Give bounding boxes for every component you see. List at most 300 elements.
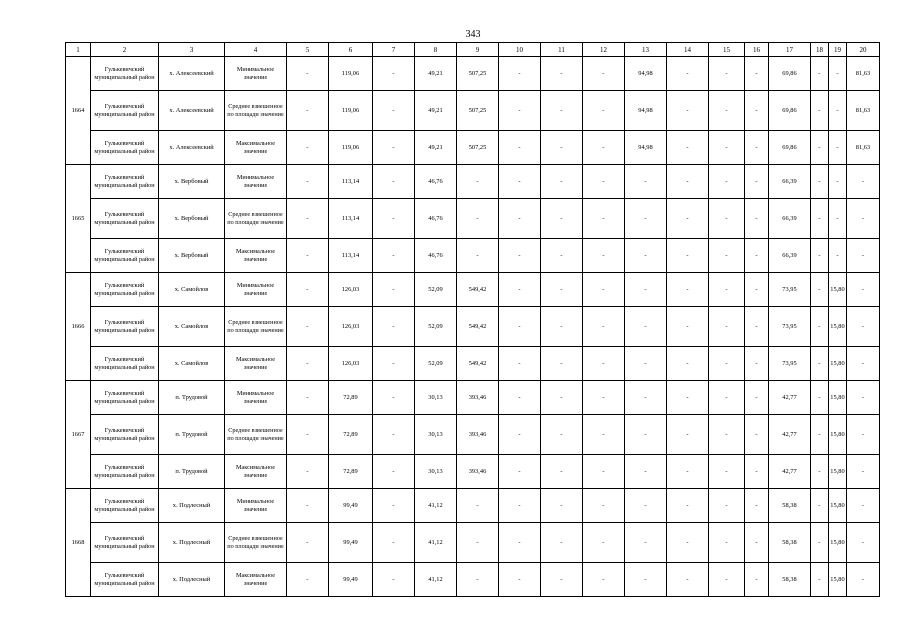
value-type-cell: Минимальное значение bbox=[225, 57, 287, 91]
value-cell: 72,89 bbox=[329, 415, 373, 455]
value-cell: - bbox=[457, 563, 499, 597]
value-cell: - bbox=[667, 381, 709, 415]
column-header-3: 3 bbox=[159, 43, 225, 57]
value-type-cell: Минимальное значение bbox=[225, 273, 287, 307]
value-cell: 94,98 bbox=[625, 57, 667, 91]
settlement-cell: х. Вербовый bbox=[159, 165, 225, 199]
value-cell: - bbox=[499, 165, 541, 199]
value-cell: - bbox=[373, 57, 415, 91]
value-cell: 94,98 bbox=[625, 131, 667, 165]
value-cell: 81,63 bbox=[847, 131, 880, 165]
value-cell: - bbox=[745, 57, 769, 91]
settlement-cell: п. Трудовой bbox=[159, 415, 225, 455]
value-cell: - bbox=[625, 455, 667, 489]
value-cell: - bbox=[373, 91, 415, 131]
value-cell: 41,12 bbox=[415, 523, 457, 563]
table-row bbox=[66, 273, 880, 307]
value-cell: - bbox=[745, 165, 769, 199]
value-cell: 52,09 bbox=[415, 307, 457, 347]
value-cell: - bbox=[541, 239, 583, 273]
column-header-6: 6 bbox=[329, 43, 373, 57]
value-cell: - bbox=[625, 165, 667, 199]
value-cell: - bbox=[287, 347, 329, 381]
value-cell: - bbox=[541, 307, 583, 347]
value-cell: 15,80 bbox=[829, 307, 847, 347]
value-cell: - bbox=[745, 489, 769, 523]
column-header-12: 12 bbox=[583, 43, 625, 57]
value-cell: - bbox=[667, 307, 709, 347]
value-cell: - bbox=[811, 131, 829, 165]
value-cell: 99,49 bbox=[329, 523, 373, 563]
value-cell: 393,46 bbox=[457, 381, 499, 415]
value-cell: - bbox=[625, 489, 667, 523]
district-cell: Гулькевичский муниципальный район bbox=[91, 91, 159, 131]
value-cell: - bbox=[499, 563, 541, 597]
value-cell: 507,25 bbox=[457, 131, 499, 165]
value-cell: - bbox=[583, 131, 625, 165]
value-type-cell: Среднее взвешенное по площади значение bbox=[225, 523, 287, 563]
table-row bbox=[66, 131, 880, 165]
value-cell: - bbox=[287, 199, 329, 239]
value-cell: - bbox=[373, 381, 415, 415]
value-cell: - bbox=[811, 523, 829, 563]
value-cell: 507,25 bbox=[457, 57, 499, 91]
value-cell: - bbox=[583, 523, 625, 563]
value-cell: - bbox=[457, 165, 499, 199]
column-header-10: 10 bbox=[499, 43, 541, 57]
value-cell: - bbox=[811, 563, 829, 597]
value-cell: 66,39 bbox=[769, 199, 811, 239]
value-cell: - bbox=[583, 347, 625, 381]
value-cell: - bbox=[709, 381, 745, 415]
value-cell: - bbox=[499, 381, 541, 415]
value-cell: 73,95 bbox=[769, 273, 811, 307]
value-cell: 42,77 bbox=[769, 381, 811, 415]
value-cell: - bbox=[541, 91, 583, 131]
value-cell: 113,14 bbox=[329, 199, 373, 239]
value-cell: - bbox=[745, 199, 769, 239]
value-cell: - bbox=[847, 455, 880, 489]
value-cell: 66,39 bbox=[769, 165, 811, 199]
value-cell: - bbox=[847, 239, 880, 273]
table-row bbox=[66, 381, 880, 415]
value-cell: 94,98 bbox=[625, 91, 667, 131]
value-cell: - bbox=[583, 563, 625, 597]
value-cell: - bbox=[709, 347, 745, 381]
value-cell: - bbox=[373, 239, 415, 273]
value-cell: 41,12 bbox=[415, 563, 457, 597]
value-cell: - bbox=[457, 489, 499, 523]
value-cell: - bbox=[745, 455, 769, 489]
table-row bbox=[66, 199, 880, 239]
value-type-cell: Среднее взвешенное по площади значение bbox=[225, 91, 287, 131]
value-cell: - bbox=[541, 523, 583, 563]
value-type-cell: Максимальное значение bbox=[225, 239, 287, 273]
value-cell: 58,38 bbox=[769, 489, 811, 523]
value-cell: - bbox=[847, 273, 880, 307]
value-cell: - bbox=[287, 57, 329, 91]
value-cell: - bbox=[745, 91, 769, 131]
value-cell: - bbox=[625, 381, 667, 415]
settlement-cell: х. Алексеевский bbox=[159, 91, 225, 131]
table-body bbox=[66, 57, 880, 597]
value-cell: - bbox=[373, 347, 415, 381]
value-cell: - bbox=[373, 523, 415, 563]
value-cell: 549,42 bbox=[457, 273, 499, 307]
district-cell: Гулькевичский муниципальный район bbox=[91, 57, 159, 91]
value-cell: - bbox=[709, 273, 745, 307]
value-cell: - bbox=[541, 381, 583, 415]
value-cell: 49,21 bbox=[415, 57, 457, 91]
value-cell: 15,80 bbox=[829, 415, 847, 455]
settlement-cell: х. Самойлов bbox=[159, 307, 225, 347]
value-cell: - bbox=[847, 415, 880, 455]
value-cell: - bbox=[829, 199, 847, 239]
value-cell: 30,13 bbox=[415, 455, 457, 489]
value-cell: 73,95 bbox=[769, 307, 811, 347]
value-cell: - bbox=[499, 91, 541, 131]
value-cell: - bbox=[667, 165, 709, 199]
value-cell: - bbox=[811, 273, 829, 307]
district-cell: Гулькевичский муниципальный район bbox=[91, 273, 159, 307]
table-row bbox=[66, 563, 880, 597]
value-cell: 15,80 bbox=[829, 273, 847, 307]
value-cell: - bbox=[287, 91, 329, 131]
settlement-cell: х. Вербовый bbox=[159, 239, 225, 273]
value-cell: - bbox=[583, 57, 625, 91]
value-cell: - bbox=[373, 415, 415, 455]
value-cell: - bbox=[287, 307, 329, 347]
value-cell: 119,06 bbox=[329, 57, 373, 91]
value-type-cell: Максимальное значение bbox=[225, 347, 287, 381]
value-cell: - bbox=[287, 165, 329, 199]
value-cell: - bbox=[667, 563, 709, 597]
value-cell: - bbox=[499, 307, 541, 347]
value-cell: - bbox=[667, 523, 709, 563]
value-cell: - bbox=[625, 523, 667, 563]
value-cell: - bbox=[287, 239, 329, 273]
column-header-14: 14 bbox=[667, 43, 709, 57]
table-row bbox=[66, 455, 880, 489]
value-cell: - bbox=[709, 455, 745, 489]
value-cell: - bbox=[373, 165, 415, 199]
value-cell: - bbox=[373, 307, 415, 347]
value-cell: - bbox=[667, 239, 709, 273]
value-cell: 30,13 bbox=[415, 415, 457, 455]
value-cell: - bbox=[709, 199, 745, 239]
column-header-18: 18 bbox=[811, 43, 829, 57]
value-cell: - bbox=[829, 91, 847, 131]
value-cell: 73,95 bbox=[769, 347, 811, 381]
column-header-9: 9 bbox=[457, 43, 499, 57]
value-cell: 58,38 bbox=[769, 563, 811, 597]
value-cell: - bbox=[541, 489, 583, 523]
value-cell: - bbox=[667, 347, 709, 381]
value-cell: - bbox=[667, 415, 709, 455]
column-header-8: 8 bbox=[415, 43, 457, 57]
value-cell: - bbox=[499, 199, 541, 239]
district-cell: Гулькевичский муниципальный район bbox=[91, 307, 159, 347]
column-header-19: 19 bbox=[829, 43, 847, 57]
value-cell: 113,14 bbox=[329, 239, 373, 273]
row-group-number: 1664 bbox=[66, 57, 91, 165]
settlement-cell: х. Вербовый bbox=[159, 199, 225, 239]
value-cell: - bbox=[847, 347, 880, 381]
value-type-cell: Максимальное значение bbox=[225, 131, 287, 165]
column-header-7: 7 bbox=[373, 43, 415, 57]
value-cell: - bbox=[625, 563, 667, 597]
value-cell: - bbox=[847, 165, 880, 199]
value-cell: 99,49 bbox=[329, 563, 373, 597]
value-cell: - bbox=[745, 563, 769, 597]
value-cell: 72,89 bbox=[329, 455, 373, 489]
value-cell: - bbox=[457, 523, 499, 563]
value-cell: - bbox=[709, 523, 745, 563]
value-cell: 393,46 bbox=[457, 415, 499, 455]
value-cell: - bbox=[811, 455, 829, 489]
value-cell: - bbox=[583, 455, 625, 489]
value-cell: - bbox=[811, 57, 829, 91]
value-cell: - bbox=[745, 131, 769, 165]
value-cell: 15,80 bbox=[829, 523, 847, 563]
settlement-cell: х. Подлесный bbox=[159, 523, 225, 563]
value-cell: - bbox=[373, 199, 415, 239]
district-cell: Гулькевичский муниципальный район bbox=[91, 563, 159, 597]
value-cell: - bbox=[457, 239, 499, 273]
value-cell: - bbox=[667, 91, 709, 131]
value-cell: 49,21 bbox=[415, 91, 457, 131]
value-cell: - bbox=[499, 415, 541, 455]
value-cell: - bbox=[709, 165, 745, 199]
value-cell: - bbox=[667, 489, 709, 523]
value-cell: 81,63 bbox=[847, 57, 880, 91]
value-cell: 549,42 bbox=[457, 347, 499, 381]
value-cell: - bbox=[667, 131, 709, 165]
settlement-cell: п. Трудовой bbox=[159, 455, 225, 489]
value-cell: - bbox=[373, 273, 415, 307]
value-cell: - bbox=[457, 199, 499, 239]
value-cell: - bbox=[829, 57, 847, 91]
value-type-cell: Минимальное значение bbox=[225, 489, 287, 523]
settlement-cell: х. Алексеевский bbox=[159, 131, 225, 165]
value-cell: - bbox=[499, 455, 541, 489]
value-cell: - bbox=[583, 381, 625, 415]
column-header-17: 17 bbox=[769, 43, 811, 57]
value-cell: 52,09 bbox=[415, 273, 457, 307]
value-cell: 126,03 bbox=[329, 307, 373, 347]
value-cell: 69,86 bbox=[769, 57, 811, 91]
row-group-number: 1668 bbox=[66, 489, 91, 597]
value-cell: - bbox=[583, 199, 625, 239]
value-cell: - bbox=[287, 381, 329, 415]
value-cell: - bbox=[287, 415, 329, 455]
value-cell: - bbox=[709, 307, 745, 347]
value-cell: - bbox=[847, 523, 880, 563]
value-cell: - bbox=[709, 239, 745, 273]
settlement-cell: х. Алексеевский bbox=[159, 57, 225, 91]
header-row bbox=[66, 43, 880, 57]
value-cell: 15,80 bbox=[829, 381, 847, 415]
value-cell: - bbox=[667, 273, 709, 307]
district-cell: Гулькевичский муниципальный район bbox=[91, 347, 159, 381]
value-cell: 69,86 bbox=[769, 131, 811, 165]
value-cell: - bbox=[625, 307, 667, 347]
value-type-cell: Максимальное значение bbox=[225, 455, 287, 489]
table-row bbox=[66, 165, 880, 199]
value-cell: 113,14 bbox=[329, 165, 373, 199]
value-cell: - bbox=[499, 239, 541, 273]
value-cell: 119,06 bbox=[329, 131, 373, 165]
district-cell: Гулькевичский муниципальный район bbox=[91, 199, 159, 239]
value-cell: - bbox=[745, 415, 769, 455]
district-cell: Гулькевичский муниципальный район bbox=[91, 165, 159, 199]
value-cell: - bbox=[499, 523, 541, 563]
row-group-number: 1667 bbox=[66, 381, 91, 489]
table-row bbox=[66, 307, 880, 347]
district-cell: Гулькевичский муниципальный район bbox=[91, 489, 159, 523]
value-cell: - bbox=[541, 57, 583, 91]
value-cell: 46,76 bbox=[415, 199, 457, 239]
data-table bbox=[65, 42, 880, 597]
value-cell: 393,46 bbox=[457, 455, 499, 489]
value-cell: - bbox=[829, 131, 847, 165]
value-cell: - bbox=[745, 273, 769, 307]
value-cell: - bbox=[811, 489, 829, 523]
value-cell: - bbox=[499, 131, 541, 165]
value-cell: - bbox=[811, 239, 829, 273]
value-cell: - bbox=[499, 273, 541, 307]
value-cell: 15,80 bbox=[829, 563, 847, 597]
settlement-cell: х. Самойлов bbox=[159, 273, 225, 307]
settlement-cell: х. Подлесный bbox=[159, 563, 225, 597]
value-cell: - bbox=[847, 489, 880, 523]
table-row bbox=[66, 523, 880, 563]
value-cell: - bbox=[373, 489, 415, 523]
value-cell: 42,77 bbox=[769, 455, 811, 489]
value-cell: - bbox=[829, 165, 847, 199]
value-cell: - bbox=[811, 307, 829, 347]
value-cell: 126,03 bbox=[329, 273, 373, 307]
district-cell: Гулькевичский муниципальный район bbox=[91, 131, 159, 165]
settlement-cell: х. Подлесный bbox=[159, 489, 225, 523]
value-cell: - bbox=[709, 415, 745, 455]
value-cell: - bbox=[745, 347, 769, 381]
value-cell: - bbox=[811, 415, 829, 455]
value-cell: - bbox=[287, 563, 329, 597]
value-cell: 30,13 bbox=[415, 381, 457, 415]
value-cell: 66,39 bbox=[769, 239, 811, 273]
value-cell: - bbox=[499, 489, 541, 523]
value-cell: - bbox=[745, 523, 769, 563]
value-cell: - bbox=[583, 165, 625, 199]
value-cell: 119,06 bbox=[329, 91, 373, 131]
table-row bbox=[66, 415, 880, 455]
district-cell: Гулькевичский муниципальный район bbox=[91, 415, 159, 455]
row-group-number: 1665 bbox=[66, 165, 91, 273]
value-cell: - bbox=[541, 199, 583, 239]
value-cell: - bbox=[541, 347, 583, 381]
value-cell: - bbox=[541, 563, 583, 597]
value-cell: 15,80 bbox=[829, 455, 847, 489]
value-cell: - bbox=[583, 307, 625, 347]
value-cell: - bbox=[709, 489, 745, 523]
value-type-cell: Минимальное значение bbox=[225, 381, 287, 415]
value-type-cell: Среднее взвешенное по площади значение bbox=[225, 199, 287, 239]
value-cell: 46,76 bbox=[415, 165, 457, 199]
value-cell: - bbox=[541, 455, 583, 489]
value-cell: 507,25 bbox=[457, 91, 499, 131]
value-cell: - bbox=[583, 273, 625, 307]
table-row bbox=[66, 91, 880, 131]
value-cell: - bbox=[625, 273, 667, 307]
value-cell: - bbox=[811, 91, 829, 131]
value-cell: - bbox=[583, 415, 625, 455]
value-cell: - bbox=[287, 455, 329, 489]
value-cell: 15,80 bbox=[829, 347, 847, 381]
district-cell: Гулькевичский муниципальный район bbox=[91, 455, 159, 489]
value-cell: 41,12 bbox=[415, 489, 457, 523]
column-header-1: 1 bbox=[66, 43, 91, 57]
table-header bbox=[66, 43, 880, 57]
value-cell: - bbox=[811, 199, 829, 239]
value-cell: - bbox=[709, 57, 745, 91]
value-type-cell: Максимальное значение bbox=[225, 563, 287, 597]
table-row bbox=[66, 489, 880, 523]
value-cell: - bbox=[811, 347, 829, 381]
value-cell: - bbox=[847, 199, 880, 239]
value-cell: 49,21 bbox=[415, 131, 457, 165]
column-header-11: 11 bbox=[541, 43, 583, 57]
value-cell: 126,03 bbox=[329, 347, 373, 381]
value-cell: - bbox=[667, 199, 709, 239]
value-cell: - bbox=[541, 273, 583, 307]
value-cell: - bbox=[667, 57, 709, 91]
value-cell: - bbox=[499, 347, 541, 381]
value-cell: - bbox=[709, 563, 745, 597]
value-cell: - bbox=[287, 273, 329, 307]
value-cell: - bbox=[709, 91, 745, 131]
value-cell: - bbox=[541, 415, 583, 455]
column-header-16: 16 bbox=[745, 43, 769, 57]
value-cell: - bbox=[625, 347, 667, 381]
column-header-2: 2 bbox=[91, 43, 159, 57]
value-cell: 15,80 bbox=[829, 489, 847, 523]
value-cell: - bbox=[287, 489, 329, 523]
district-cell: Гулькевичский муниципальный район bbox=[91, 523, 159, 563]
column-header-20: 20 bbox=[847, 43, 880, 57]
value-cell: - bbox=[667, 455, 709, 489]
value-type-cell: Минимальное значение bbox=[225, 165, 287, 199]
value-cell: - bbox=[811, 165, 829, 199]
value-cell: - bbox=[287, 523, 329, 563]
value-cell: 549,42 bbox=[457, 307, 499, 347]
column-header-13: 13 bbox=[625, 43, 667, 57]
value-cell: - bbox=[373, 455, 415, 489]
district-cell: Гулькевичский муниципальный район bbox=[91, 381, 159, 415]
value-cell: - bbox=[625, 199, 667, 239]
value-cell: - bbox=[847, 307, 880, 347]
column-header-15: 15 bbox=[709, 43, 745, 57]
column-header-4: 4 bbox=[225, 43, 287, 57]
value-cell: - bbox=[829, 239, 847, 273]
page-number: 343 bbox=[465, 29, 481, 40]
value-cell: - bbox=[847, 381, 880, 415]
value-cell: 99,49 bbox=[329, 489, 373, 523]
value-cell: - bbox=[541, 131, 583, 165]
value-cell: 46,76 bbox=[415, 239, 457, 273]
table-row bbox=[66, 239, 880, 273]
value-cell: - bbox=[373, 131, 415, 165]
